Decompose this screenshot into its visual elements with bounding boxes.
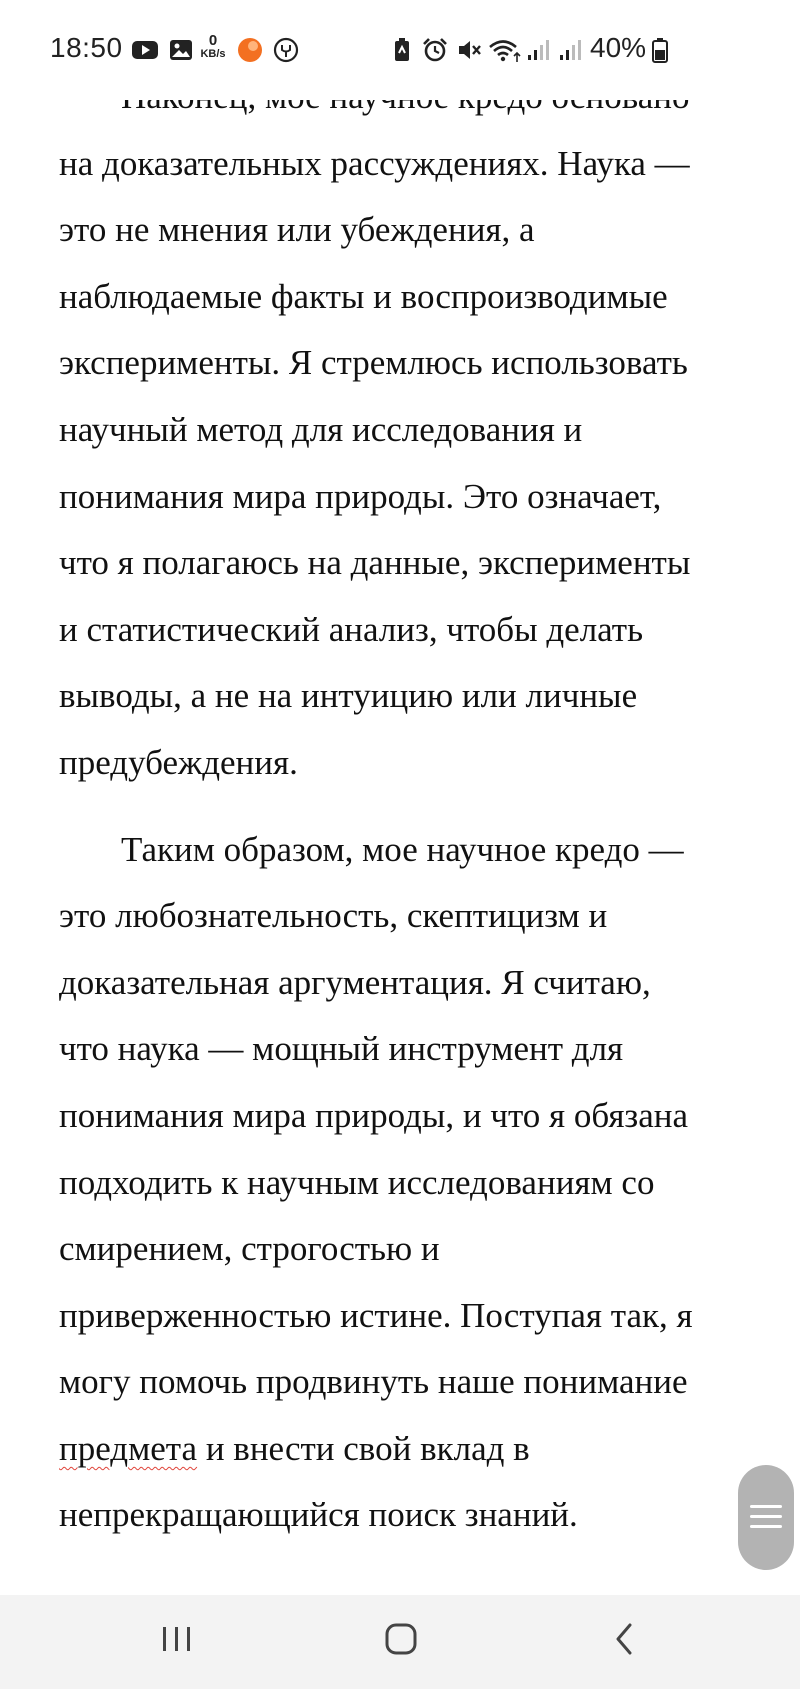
- text-line: что я полагаюсь на данные, эксперименты: [59, 543, 691, 583]
- paragraph-2: [59, 817, 749, 1550]
- text-line: Таким образом, мое научное кредо —: [121, 829, 684, 869]
- document-body: [59, 64, 749, 1549]
- recent-apps-button[interactable]: [137, 1609, 217, 1669]
- misspelled-word[interactable]: предмета: [59, 1428, 198, 1468]
- text-line: это не мнения или убеждения, а: [59, 210, 535, 250]
- text-line: эксперименты. Я стремлюсь использовать: [59, 343, 688, 383]
- status-bar: [0, 0, 800, 100]
- signal-icon-2: [556, 36, 584, 64]
- network-speed-unit: KB/s: [200, 48, 226, 60]
- handle-grip-line: [750, 1525, 782, 1528]
- network-speed: [198, 34, 228, 60]
- network-speed-value: 0: [208, 32, 218, 49]
- handle-grip-line: [750, 1505, 782, 1508]
- battery-percent: 40%: [590, 32, 647, 63]
- text-line: [59, 1416, 749, 1483]
- battery-saver-icon: [388, 36, 416, 64]
- back-icon: [584, 1609, 664, 1669]
- battery-icon: [651, 36, 669, 64]
- text-line: выводы, а не на интуицию или личные: [59, 676, 638, 716]
- text-line: наблюдаемые факты и воспроизводимые: [59, 276, 668, 316]
- text-line: понимания мира природы. Это означает,: [59, 476, 662, 516]
- alarm-icon: [421, 36, 449, 64]
- signal-icon: [524, 36, 552, 64]
- navigation-bar: [0, 1595, 800, 1689]
- text-line: что наука — мощный инструмент для: [59, 1029, 624, 1069]
- status-time: 18:50: [50, 32, 123, 63]
- recent-apps-icon: [137, 1609, 217, 1669]
- app-icon: [272, 36, 300, 64]
- text-line: и статистический анализ, чтобы делать: [59, 609, 644, 649]
- fast-scroll-handle[interactable]: [738, 1465, 794, 1570]
- text-line: могу помочь продвинуть наше понимание: [59, 1362, 688, 1402]
- text-line: непрекращающийся поиск знаний.: [59, 1495, 578, 1535]
- gallery-icon: [167, 36, 195, 64]
- handle-grip-line: [750, 1515, 782, 1518]
- orange-app-icon: [236, 36, 264, 64]
- text-segment: и внести свой вклад в: [197, 1428, 530, 1468]
- paragraph-1: [59, 64, 749, 797]
- text-line: это любознательность, скептицизм и: [59, 896, 608, 936]
- text-line: предубеждения.: [59, 742, 298, 782]
- text-line: подходить к научным исследованиям со: [59, 1162, 655, 1202]
- wifi-icon: [488, 36, 522, 64]
- mute-icon: [455, 36, 483, 64]
- home-button[interactable]: [361, 1609, 441, 1669]
- text-line: научный метод для исследования и: [59, 409, 583, 449]
- back-button[interactable]: [584, 1609, 664, 1669]
- text-line: смирением, строгостью и: [59, 1229, 440, 1269]
- home-icon: [361, 1609, 441, 1669]
- text-line: приверженностью истине. Поступая так, я: [59, 1295, 693, 1335]
- text-line: на доказательных рассуждениях. Наука —: [59, 143, 690, 183]
- text-line: доказательная аргументация. Я считаю,: [59, 962, 651, 1002]
- text-line: понимания мира природы, и что я обязана: [59, 1095, 689, 1135]
- youtube-icon: [131, 36, 159, 64]
